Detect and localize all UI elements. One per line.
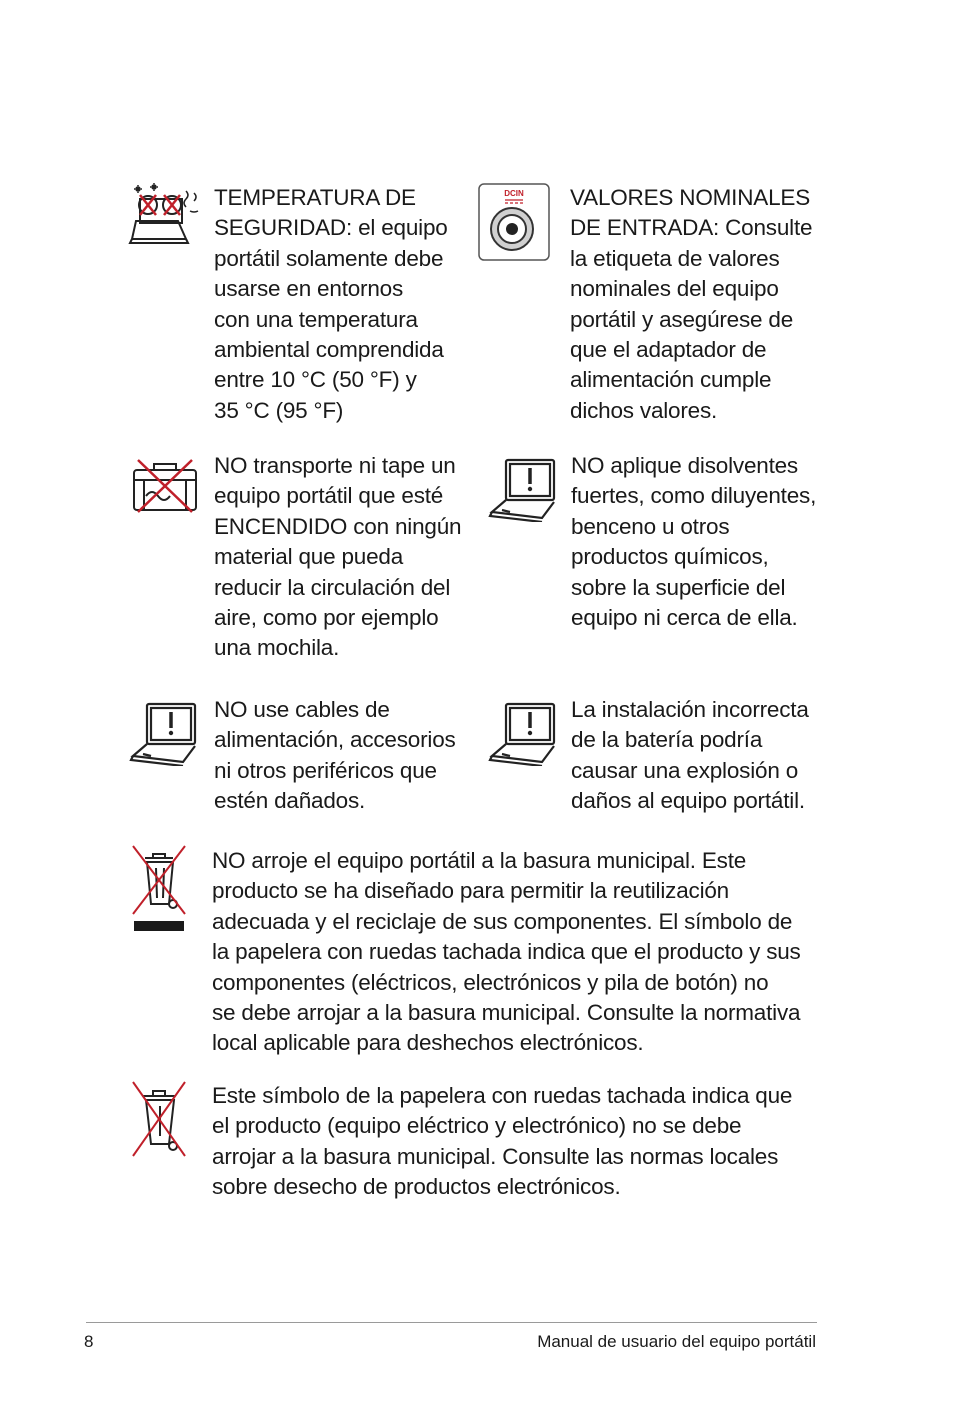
temperature-warning-icon [128, 183, 206, 252]
manual-title: Manual de usuario del equipo portátil [537, 1332, 816, 1351]
page-number: 8 [84, 1332, 94, 1351]
laptop-warning-icon [488, 456, 560, 527]
dc-input-icon [478, 183, 550, 266]
dcin-label: DCIN [504, 189, 524, 198]
laptop-warning-icon [488, 700, 560, 771]
battery-warning-text: La instalación incorrecta de la batería podría causar una explosión o daños al equipo portátil. [571, 697, 809, 814]
crossed-bin-bar-icon [131, 844, 187, 939]
laptop-warning-icon [129, 700, 201, 771]
no-bag-icon [130, 456, 200, 519]
solvent-warning-text: NO aplique disolventes fuertes, como diluyentes, benceno u otros productos químicos, sobre la superficie del equipo ni cerca de ella. [571, 453, 817, 631]
bag-warning-text: NO transporte ni tape un equipo portátil que esté ENCENDIDO con ningún material que pueda reducir la circulación del aire, como por ejemplo una mochila. [214, 453, 462, 661]
crossed-bin-icon [131, 1080, 187, 1163]
weee-disposal-text: NO arroje el equipo portátil a la basura municipal. Este producto se ha diseñado para permitir la reutilización adecuada y el reciclaje de sus componentes. El símbolo de la papelera con ruedas tachada indica que el producto y sus componentes (eléctricos, electrónicos y pila de botón) no se debe arrojar a la basura municipal. Consulte la normativa local aplicable para deshechos electrónicos. [212, 848, 801, 1056]
footer-divider [86, 1322, 817, 1323]
bin-symbol-text: Este símbolo de la papelera con ruedas tachada indica que el producto (equipo eléctrico y electrónico) no se debe arrojar a la basura municipal. Consulte las normas locales sobre desecho de productos electrónicos. [212, 1083, 793, 1200]
input-rating-text: VALORES NOMINALES DE ENTRADA: Consulte la etiqueta de valores nominales del equipo portátil y asegúrese de que el adaptador de alimentación cumple dichos valores. [570, 185, 813, 423]
cables-warning-text: NO use cables de alimentación, accesorios ni otros periféricos que estén dañados. [214, 697, 456, 814]
temperature-text: TEMPERATURA DE SEGURIDAD: el equipo portátil solamente debe usarse en entornos con una temperatura ambiental comprendida entre 10 °C (50 °F) y 35 °C (95 °F) [214, 185, 448, 423]
